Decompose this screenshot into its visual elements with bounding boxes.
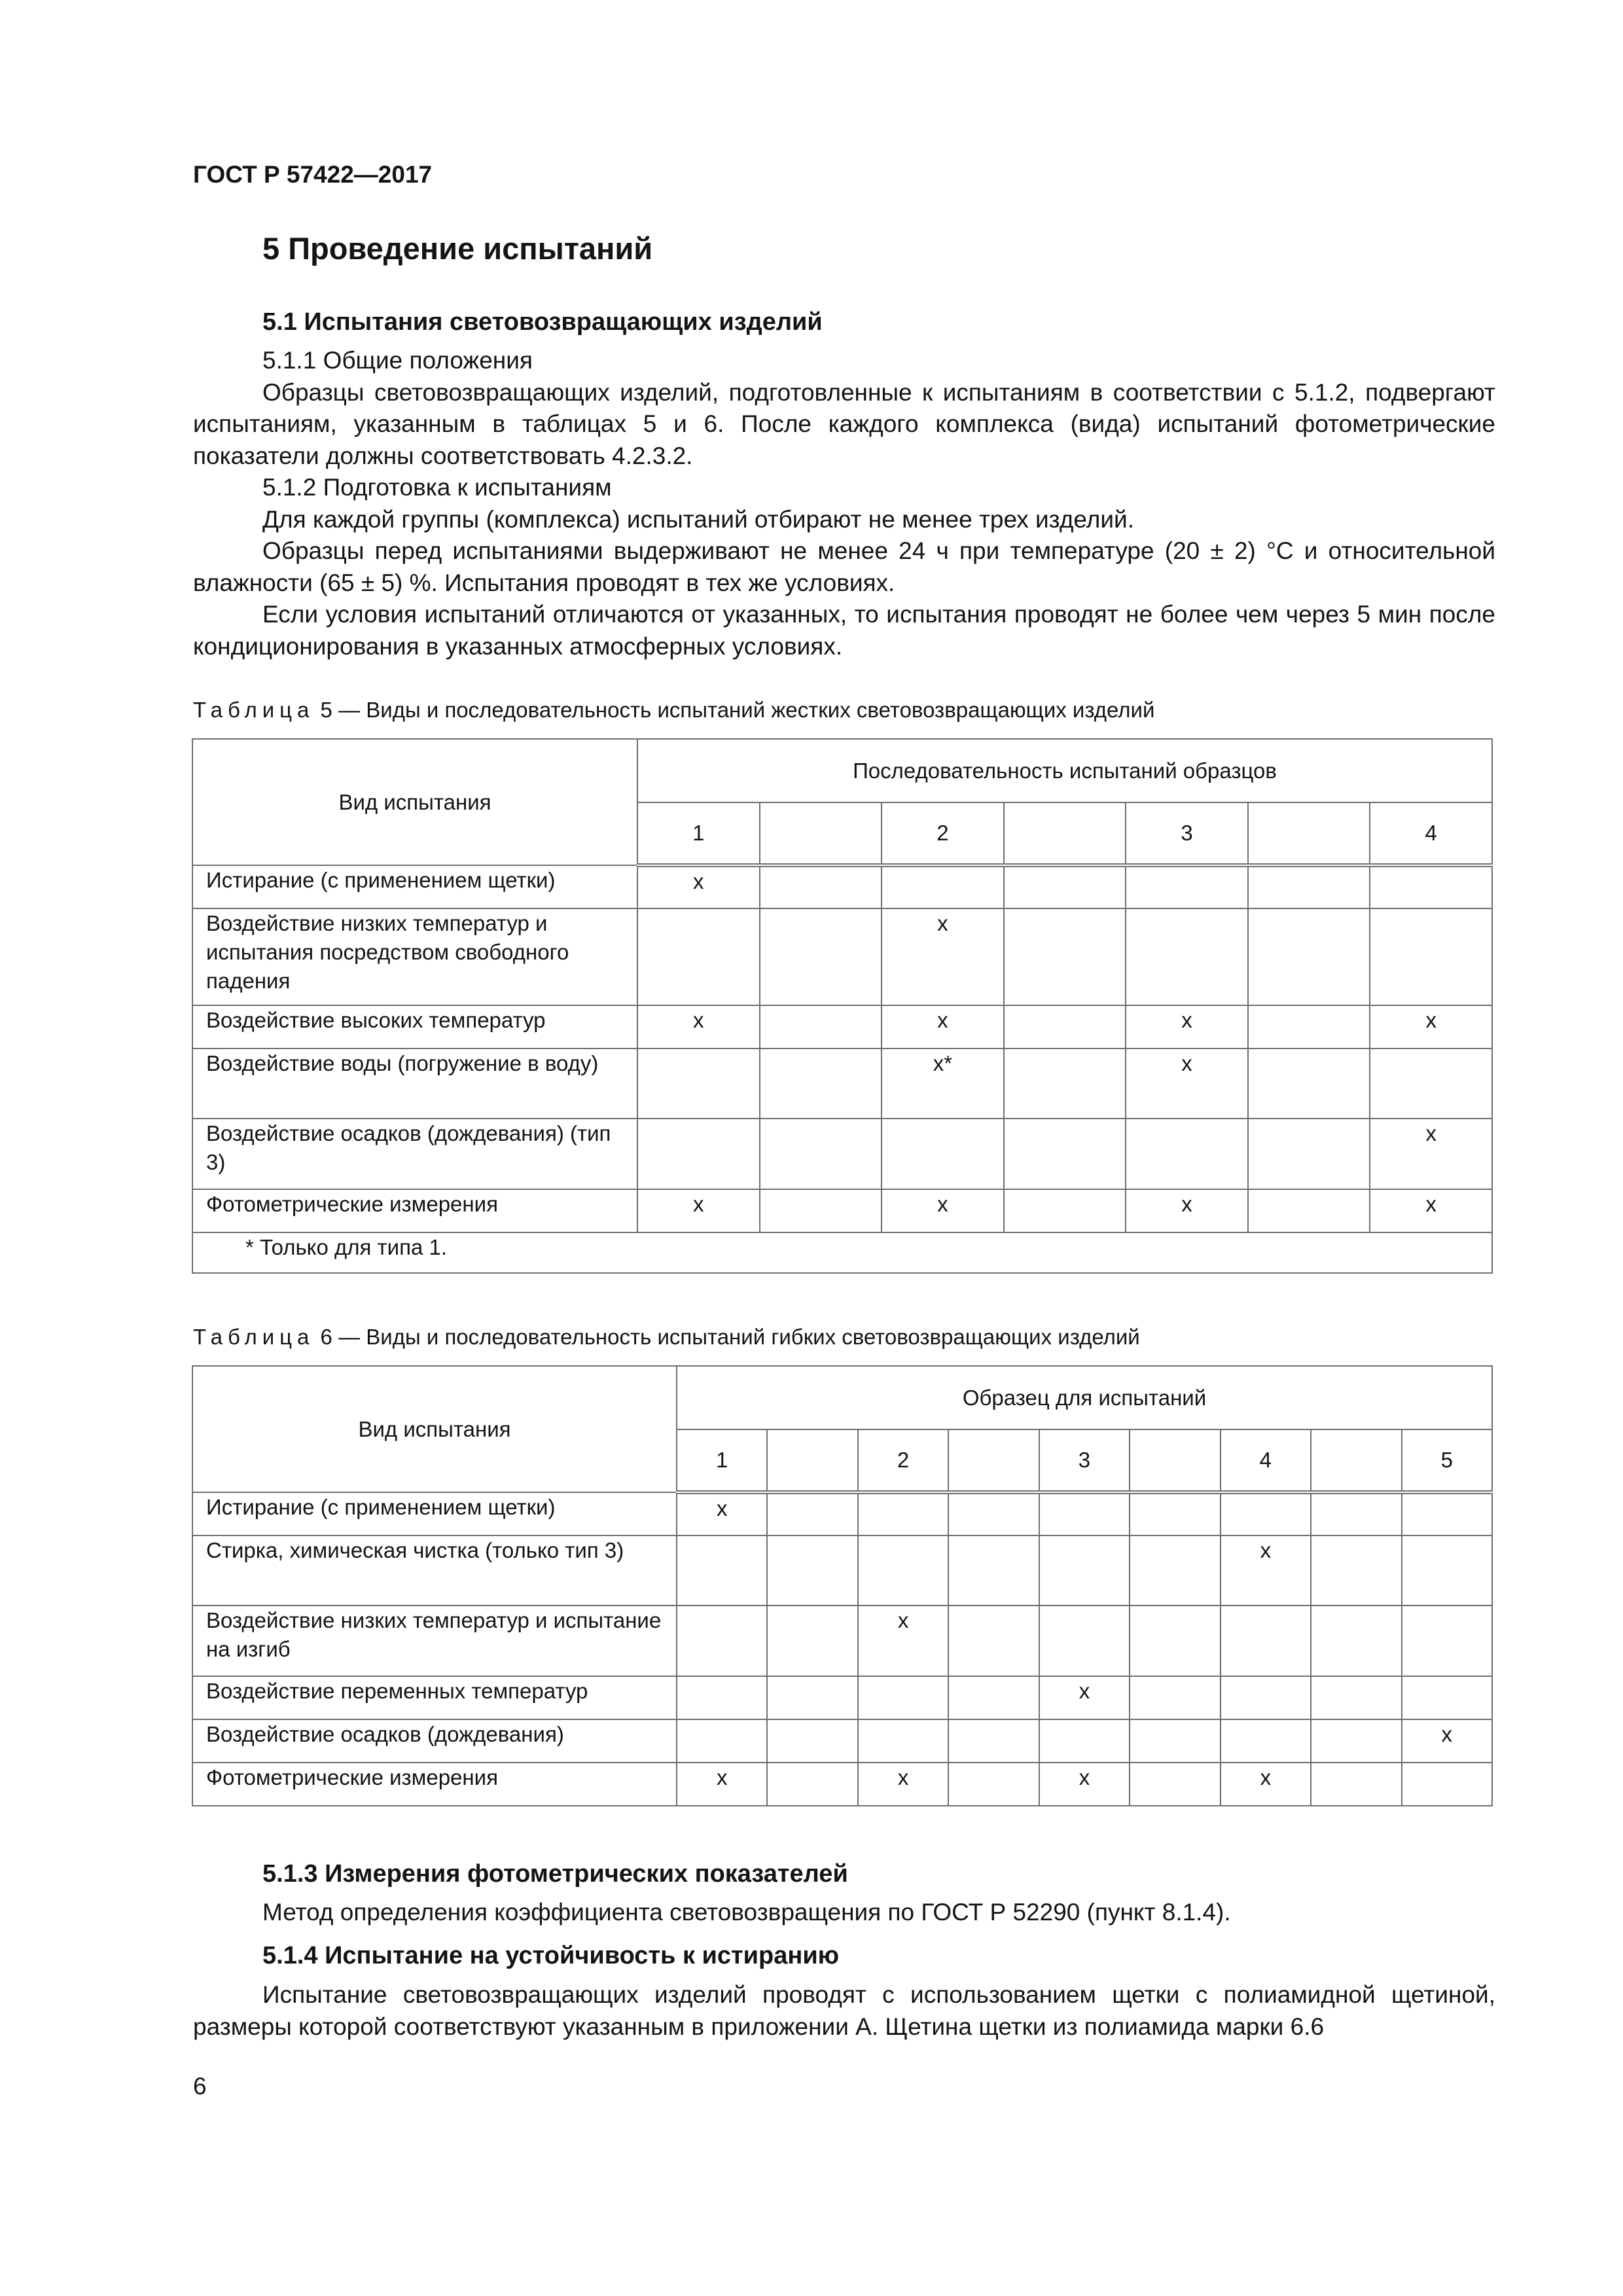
- table5-group-header: Последовательность испытаний образцов: [637, 739, 1492, 802]
- table5-subheader-5: 3: [1126, 802, 1248, 865]
- table5-subheader-7: 4: [1370, 802, 1492, 865]
- mark-cell: [948, 1535, 1039, 1605]
- mark-cell: [1370, 865, 1492, 908]
- mark-cell: х: [1126, 1189, 1248, 1232]
- mark-cell: [767, 1492, 857, 1535]
- mark-cell: [1402, 1676, 1493, 1719]
- table6-col-header: Вид испытания: [192, 1366, 677, 1492]
- test-type-label: Воздействие низких температур и испытания посредством свободного падения: [192, 908, 637, 1005]
- mark-cell: [1039, 1719, 1130, 1763]
- mark-cell: [948, 1763, 1039, 1806]
- mark-cell: [1248, 908, 1370, 1005]
- mark-cell: х*: [882, 1049, 1004, 1119]
- mark-cell: х: [858, 1605, 948, 1676]
- mark-cell: [1370, 908, 1492, 1005]
- table5-caption: [193, 698, 1154, 723]
- mark-cell: [1126, 1119, 1248, 1189]
- mark-cell: [760, 1189, 882, 1232]
- mark-cell: [760, 1049, 882, 1119]
- table6-subheader-3: 2: [858, 1429, 948, 1492]
- mark-cell: х: [637, 1189, 760, 1232]
- mark-cell: х: [1221, 1763, 1311, 1806]
- table5-caption-text: 5 — Виды и последовательность испытаний жестких световозвращающих изделий: [314, 698, 1155, 722]
- table-row: [192, 1492, 1492, 1535]
- mark-cell: х: [882, 1189, 1004, 1232]
- test-type-label: Воздействие осадков (дождевания) (тип 3): [192, 1119, 637, 1189]
- table-row: [192, 1189, 1492, 1232]
- section-body: [193, 345, 1495, 662]
- mark-cell: [1221, 1719, 1311, 1763]
- mark-cell: [1130, 1605, 1220, 1676]
- test-type-label: Стирка, химическая чистка (только тип 3): [192, 1535, 677, 1605]
- mark-cell: [637, 908, 760, 1005]
- table5-subheader-4: [1004, 802, 1126, 865]
- mark-cell: х: [1221, 1535, 1311, 1605]
- mark-cell: [1311, 1605, 1401, 1676]
- mark-cell: х: [1370, 1005, 1492, 1049]
- mark-cell: [1402, 1492, 1493, 1535]
- mark-cell: х: [637, 1005, 760, 1049]
- clause-512-text-2: Образцы перед испытаниями выдерживают не менее 24 ч при температуре (20 ± 2) °С и относительной влажности (65 ± 5) %. Испытания проводят в тех же условиях.: [193, 537, 1495, 596]
- test-type-label: Истирание (с применением щетки): [192, 1492, 677, 1535]
- mark-cell: х: [858, 1763, 948, 1806]
- table6-subheader-6: [1130, 1429, 1220, 1492]
- clause-511-title: 5.1.1 Общие положения: [262, 347, 533, 374]
- test-type-label: Воздействие высоких температур: [192, 1005, 637, 1049]
- table6-group-header: Образец для испытаний: [677, 1366, 1492, 1429]
- table-footnote: * Только для типа 1.: [192, 1232, 1492, 1273]
- table6-subheader-1: 1: [677, 1429, 767, 1492]
- clause-514-title: 5.1.4 Испытание на устойчивость к истиранию: [262, 1942, 840, 1969]
- table-row: [192, 1676, 1492, 1719]
- mark-cell: [1130, 1719, 1220, 1763]
- table-6: [192, 1365, 1493, 1806]
- table6-subheader-4: [948, 1429, 1039, 1492]
- mark-cell: [767, 1535, 857, 1605]
- table6-subheader-8: [1311, 1429, 1401, 1492]
- mark-cell: [1248, 865, 1370, 908]
- mark-cell: [1402, 1605, 1493, 1676]
- table6-caption: [193, 1325, 1140, 1350]
- mark-cell: [1004, 865, 1126, 908]
- mark-cell: [760, 1005, 882, 1049]
- mark-cell: [1004, 1119, 1126, 1189]
- mark-cell: [858, 1492, 948, 1535]
- mark-cell: х: [1126, 1049, 1248, 1119]
- mark-cell: х: [677, 1492, 767, 1535]
- clause-512-title: 5.1.2 Подготовка к испытаниям: [262, 474, 612, 501]
- mark-cell: [1004, 908, 1126, 1005]
- mark-cell: [948, 1492, 1039, 1535]
- table-row: [192, 908, 1492, 1005]
- table5-subheader-2: [760, 802, 882, 865]
- mark-cell: [858, 1719, 948, 1763]
- mark-cell: [637, 1049, 760, 1119]
- test-type-label: Фотометрические измерения: [192, 1189, 637, 1232]
- mark-cell: [1221, 1676, 1311, 1719]
- mark-cell: [1221, 1605, 1311, 1676]
- mark-cell: [858, 1676, 948, 1719]
- mark-cell: [677, 1676, 767, 1719]
- mark-cell: [760, 865, 882, 908]
- footnote-row: [192, 1232, 1492, 1273]
- clause-513-text: Метод определения коэффициента световозвращения по ГОСТ Р 52290 (пункт 8.1.4).: [262, 1899, 1231, 1926]
- table6-subheader-5: 3: [1039, 1429, 1130, 1492]
- mark-cell: [1311, 1676, 1401, 1719]
- mark-cell: [1248, 1189, 1370, 1232]
- mark-cell: [1248, 1005, 1370, 1049]
- clause-512-text-1: Для каждой группы (комплекса) испытаний отбирают не менее трех изделий.: [262, 505, 1134, 533]
- clause-512-text-3: Если условия испытаний отличаются от указанных, то испытания проводят не более чем через 5 мин после кондиционирования в указанных атмосферных условиях.: [193, 601, 1495, 660]
- mark-cell: [677, 1535, 767, 1605]
- mark-cell: х: [1039, 1676, 1130, 1719]
- table6-subheader-9: 5: [1402, 1429, 1493, 1492]
- clause-511-text: Образцы световозвращающих изделий, подготовленные к испытаниям в соответствии с 5.1.2, подвергают испытаниям, указанным в таблицах 5 и 6. После каждого комплекса (вида) испытаний фотометрические показатели должны соответствовать 4.2.3.2.: [193, 378, 1495, 469]
- mark-cell: [1402, 1763, 1493, 1806]
- table-5: [192, 738, 1493, 1274]
- mark-cell: [1248, 1049, 1370, 1119]
- mark-cell: [677, 1719, 767, 1763]
- mark-cell: [1126, 865, 1248, 908]
- table-row: [192, 1763, 1492, 1806]
- section-title: 5 Проведение испытаний: [262, 231, 653, 266]
- mark-cell: [1130, 1535, 1220, 1605]
- table-row: [192, 865, 1492, 908]
- mark-cell: [760, 1119, 882, 1189]
- mark-cell: [948, 1719, 1039, 1763]
- table-row: [192, 1005, 1492, 1049]
- mark-cell: х: [1370, 1189, 1492, 1232]
- mark-cell: х: [882, 1005, 1004, 1049]
- document-id: ГОСТ Р 57422—2017: [193, 161, 433, 188]
- table5-subheader-1: 1: [637, 802, 760, 865]
- table5-subheader-6: [1248, 802, 1370, 865]
- test-type-label: Истирание (с применением щетки): [192, 865, 637, 908]
- subsection-title: 5.1 Испытания световозвращающих изделий: [262, 308, 823, 336]
- table5-subheader-3: 2: [882, 802, 1004, 865]
- mark-cell: [1402, 1535, 1493, 1605]
- mark-cell: [1248, 1119, 1370, 1189]
- mark-cell: [677, 1605, 767, 1676]
- table-row: [192, 1049, 1492, 1119]
- mark-cell: [882, 1119, 1004, 1189]
- clause-513-body: [193, 1897, 1495, 1929]
- mark-cell: [1370, 1049, 1492, 1119]
- mark-cell: [1311, 1763, 1401, 1806]
- mark-cell: [1126, 908, 1248, 1005]
- table-row: [192, 1535, 1492, 1605]
- mark-cell: [1039, 1605, 1130, 1676]
- test-type-label: Воздействие низких температур и испытание на изгиб: [192, 1605, 677, 1676]
- table5-col-header: Вид испытания: [192, 739, 637, 865]
- mark-cell: [767, 1763, 857, 1806]
- mark-cell: [1311, 1535, 1401, 1605]
- mark-cell: [637, 1119, 760, 1189]
- mark-cell: [1311, 1719, 1401, 1763]
- mark-cell: х: [1402, 1719, 1493, 1763]
- mark-cell: [1039, 1492, 1130, 1535]
- mark-cell: х: [637, 865, 760, 908]
- mark-cell: [1039, 1535, 1130, 1605]
- table-row: [192, 1719, 1492, 1763]
- test-type-label: Фотометрические измерения: [192, 1763, 677, 1806]
- mark-cell: х: [1039, 1763, 1130, 1806]
- mark-cell: [760, 908, 882, 1005]
- page-number: 6: [193, 2073, 207, 2100]
- mark-cell: [1004, 1189, 1126, 1232]
- clause-514-body: [193, 1979, 1495, 2043]
- table-row: [192, 1605, 1492, 1676]
- clause-513-title: 5.1.3 Измерения фотометрических показателей: [262, 1860, 848, 1888]
- table6-subheader-7: 4: [1221, 1429, 1311, 1492]
- mark-cell: [1004, 1049, 1126, 1119]
- mark-cell: [767, 1605, 857, 1676]
- mark-cell: [1130, 1492, 1220, 1535]
- table6-caption-word: Таблица: [193, 1325, 315, 1349]
- mark-cell: х: [1126, 1005, 1248, 1049]
- mark-cell: [767, 1719, 857, 1763]
- mark-cell: х: [882, 908, 1004, 1005]
- mark-cell: [1130, 1676, 1220, 1719]
- mark-cell: х: [677, 1763, 767, 1806]
- table6-subheader-2: [767, 1429, 857, 1492]
- mark-cell: [1311, 1492, 1401, 1535]
- mark-cell: [948, 1676, 1039, 1719]
- mark-cell: [1130, 1763, 1220, 1806]
- test-type-label: Воздействие осадков (дождевания): [192, 1719, 677, 1763]
- test-type-label: Воздействие переменных температур: [192, 1676, 677, 1719]
- mark-cell: [882, 865, 1004, 908]
- mark-cell: х: [1370, 1119, 1492, 1189]
- table6-caption-text: 6 — Виды и последовательность испытаний гибких световозвращающих изделий: [314, 1325, 1140, 1349]
- mark-cell: [767, 1676, 857, 1719]
- clause-514-text: Испытание световозвращающих изделий проводят с использованием щетки с полиамидной щетиной, размеры которой соответствуют указанным в приложении А. Щетина щетки из полиамида марки 6.6: [193, 1981, 1495, 2040]
- mark-cell: [1221, 1492, 1311, 1535]
- mark-cell: [858, 1535, 948, 1605]
- table-row: [192, 1119, 1492, 1189]
- table5-caption-word: Таблица: [193, 698, 315, 722]
- mark-cell: [948, 1605, 1039, 1676]
- test-type-label: Воздействие воды (погружение в воду): [192, 1049, 637, 1119]
- mark-cell: [1004, 1005, 1126, 1049]
